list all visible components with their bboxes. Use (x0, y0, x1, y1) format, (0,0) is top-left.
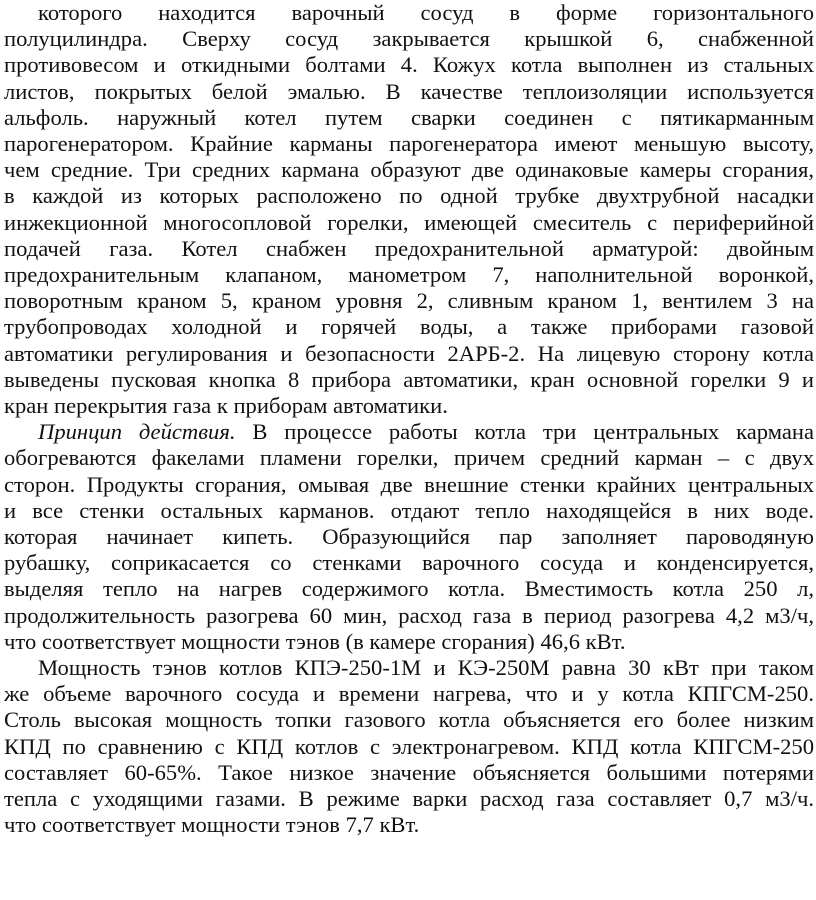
text-line: полуцилиндра. Сверху сосуд закрывается крышкой 6, снабженной (4, 26, 814, 52)
text-line: подачей газа. Котел снабжен предохранительной арматурой: двойным (4, 235, 814, 261)
text-line: составляет 60-65%. Такое низкое значение объясняется большими потерями (4, 759, 814, 785)
paragraph-boiler-design (4, 0, 814, 419)
text-line: же объеме варочного сосуда и времени нагрева, что и у котла КПГСМ-250. (4, 681, 814, 707)
text-fragment: В процессе работы котла три центральных кармана (235, 419, 814, 445)
text-line: трубопроводах холодной и горячей воды, а также приборами газовой (4, 314, 814, 340)
text-line: в каждой из которых расположено по одной трубке двухтрубной насадки (4, 183, 814, 209)
text-line: продолжительность разогрева 60 мин, расход газа в период разогрева 4,2 м3/ч, (4, 602, 814, 628)
text-line: выделяя тепло на нагрев содержимого котла. Вместимость котла 250 л, (4, 576, 814, 602)
text-line: сторон. Продукты сгорания, омывая две внешние стенки крайних центральных (4, 471, 814, 497)
text-line: тепла с уходящими газами. В режиме варки расход газа составляет 0,7 м3/ч. (4, 786, 814, 812)
text-line: что соответствует мощности тэнов (в камере сгорания) 46,6 кВт. (4, 628, 626, 654)
text-line: Мощность тэнов котлов КПЭ-250-1М и КЭ-250М равна 30 кВт при таком (38, 655, 814, 681)
text-line: поворотным краном 5, краном уровня 2, сливным краном 1, вентилем 3 на (4, 288, 814, 314)
text-line: что соответствует мощности тэнов 7,7 кВт. (4, 812, 420, 838)
text-line: Столь высокая мощность топки газового котла объясняется его более низким (4, 707, 814, 733)
text-line: листов, покрытых белой эмалью. В качестве теплоизоляции используется (4, 78, 814, 104)
text-line: альфоль. наружный котел путем сварки соединен с пятикарманным (4, 104, 814, 130)
text-line: чем средние. Три средних кармана образуют две одинаковые камеры сгорания, (4, 157, 814, 183)
text-line: рубашку, соприкасается со стенками варочного сосуда и конденсируется, (4, 550, 814, 576)
text-line: предохранительным клапаном, манометром 7, наполнительной воронкой, (4, 262, 814, 288)
text-line: которого находится варочный сосуд в форме горизонтального (38, 0, 814, 25)
paragraph-operating-principle (4, 419, 814, 655)
paragraph-power-comparison (4, 655, 814, 838)
section-heading: Принцип действия. (38, 419, 236, 445)
text-line: противовесом и откидными болтами 4. Кожух котла выполнен из стальных (4, 52, 814, 78)
text-line: автоматики регулирования и безопасности 2АРБ-2. На лицевую сторону котла (4, 340, 814, 366)
text-line: парогенератором. Крайние карманы парогенератора имеют меньшую высоту, (4, 131, 814, 157)
text-line: кран перекрытия газа к приборам автоматики. (4, 393, 448, 419)
text-line: КПД по сравнению с КПД котлов с электронагревом. КПД котла КПГСМ-250 (4, 733, 814, 759)
text-line: инжекционной многосопловой горелки, имеющей смеситель с периферийной (4, 209, 814, 235)
text-line: обогреваются факелами пламени горелки, причем средний карман – с двух (4, 445, 814, 471)
text-line: выведены пусковая кнопка 8 прибора автоматики, кран основной горелки 9 и (4, 366, 814, 392)
text-line: которая начинает кипеть. Образующийся пар заполняет пароводяную (4, 524, 814, 550)
text-line: и все стенки остальных карманов. отдают тепло находящейся в них воде. (4, 497, 814, 523)
text-line (4, 419, 814, 445)
